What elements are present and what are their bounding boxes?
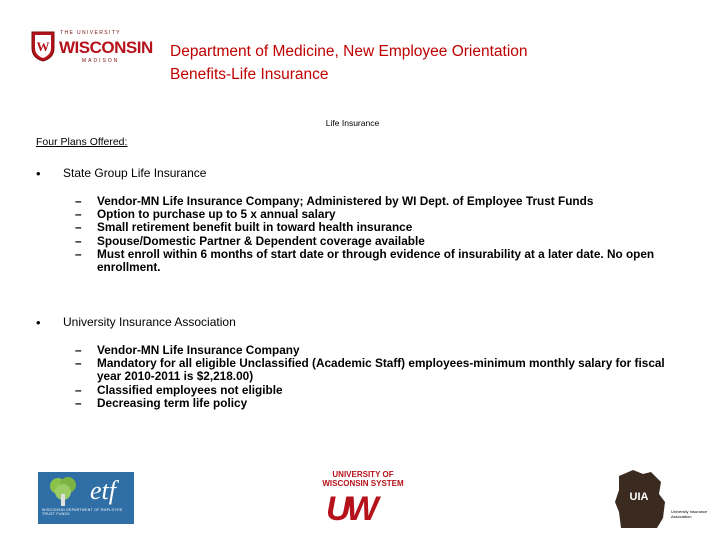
uw-crest-icon bbox=[30, 30, 56, 62]
uws-line-2: WISCONSIN SYSTEM bbox=[322, 479, 404, 488]
plan-2-details bbox=[75, 344, 675, 410]
etf-logo bbox=[38, 472, 134, 524]
etf-caption: WISCONSIN DEPARTMENT OF EMPLOYEE TRUST FUNDS bbox=[42, 508, 123, 516]
tree-icon bbox=[44, 476, 84, 508]
uw-system-logo bbox=[322, 470, 404, 530]
bullet-marker: • bbox=[36, 315, 41, 330]
page-title bbox=[170, 40, 528, 86]
plans-heading: Four Plans Offered: bbox=[36, 136, 128, 148]
dash-marker: – bbox=[75, 233, 82, 248]
bullet-marker: • bbox=[36, 166, 41, 181]
wisconsin-map-icon bbox=[613, 468, 669, 530]
logo-small-text: THE UNIVERSITY bbox=[60, 30, 121, 36]
detail-text: Must enroll within 6 months of start date or through evidence of insurability at a later date. No open enrollment. bbox=[97, 246, 655, 275]
dash-marker: – bbox=[75, 194, 82, 208]
list-item bbox=[75, 397, 675, 410]
detail-text: Mandatory for all eligible Unclassified (Academic Staff) employees-minimum monthly salary for fiscal year 2010-2011 is $2,218.00) bbox=[97, 356, 665, 384]
dash-marker: – bbox=[75, 220, 82, 235]
dash-marker: – bbox=[75, 395, 82, 410]
detail-text: Vendor-MN Life Insurance Company; Administered by WI Dept. of Employee Trust Funds bbox=[97, 194, 594, 208]
uia-mark: UIA bbox=[629, 491, 649, 503]
list-item bbox=[75, 357, 675, 383]
detail-text: Decreasing term life policy bbox=[97, 395, 248, 410]
uia-caption: University Insurance Association bbox=[671, 509, 708, 519]
plan-1-details bbox=[75, 195, 675, 274]
detail-text: Option to purchase up to 5 x annual salary bbox=[97, 207, 336, 222]
plan-2-name: University Insurance Association bbox=[63, 315, 236, 329]
uws-line-1: UNIVERSITY OF bbox=[332, 470, 394, 479]
title-line-1: Department of Medicine, New Employee Orientation bbox=[170, 43, 528, 60]
detail-text: Spouse/Domestic Partner & Dependent coverage available bbox=[97, 233, 425, 248]
title-line-2: Benefits-Life Insurance bbox=[170, 66, 329, 83]
uia-logo bbox=[613, 468, 713, 532]
dash-marker: – bbox=[75, 207, 82, 222]
uw-madison-logo bbox=[30, 28, 153, 72]
logo-name: WISCONSIN bbox=[59, 38, 153, 57]
dash-marker: – bbox=[75, 246, 82, 261]
uws-mark: UW bbox=[326, 490, 375, 528]
list-item bbox=[75, 248, 675, 274]
dash-marker: – bbox=[75, 356, 82, 371]
slide-center-label: Life Insurance bbox=[325, 118, 380, 128]
svg-text:W: W bbox=[36, 39, 50, 54]
plan-1-name: State Group Life Insurance bbox=[63, 166, 207, 180]
detail-text: Vendor-MN Life Insurance Company bbox=[97, 343, 300, 357]
etf-mark: etf bbox=[90, 476, 116, 505]
detail-text: Classified employees not eligible bbox=[97, 382, 283, 397]
logo-city: MADISON bbox=[82, 58, 120, 64]
dash-marker: – bbox=[75, 382, 82, 397]
dash-marker: – bbox=[75, 343, 82, 357]
detail-text: Small retirement benefit built in toward health insurance bbox=[97, 220, 413, 235]
